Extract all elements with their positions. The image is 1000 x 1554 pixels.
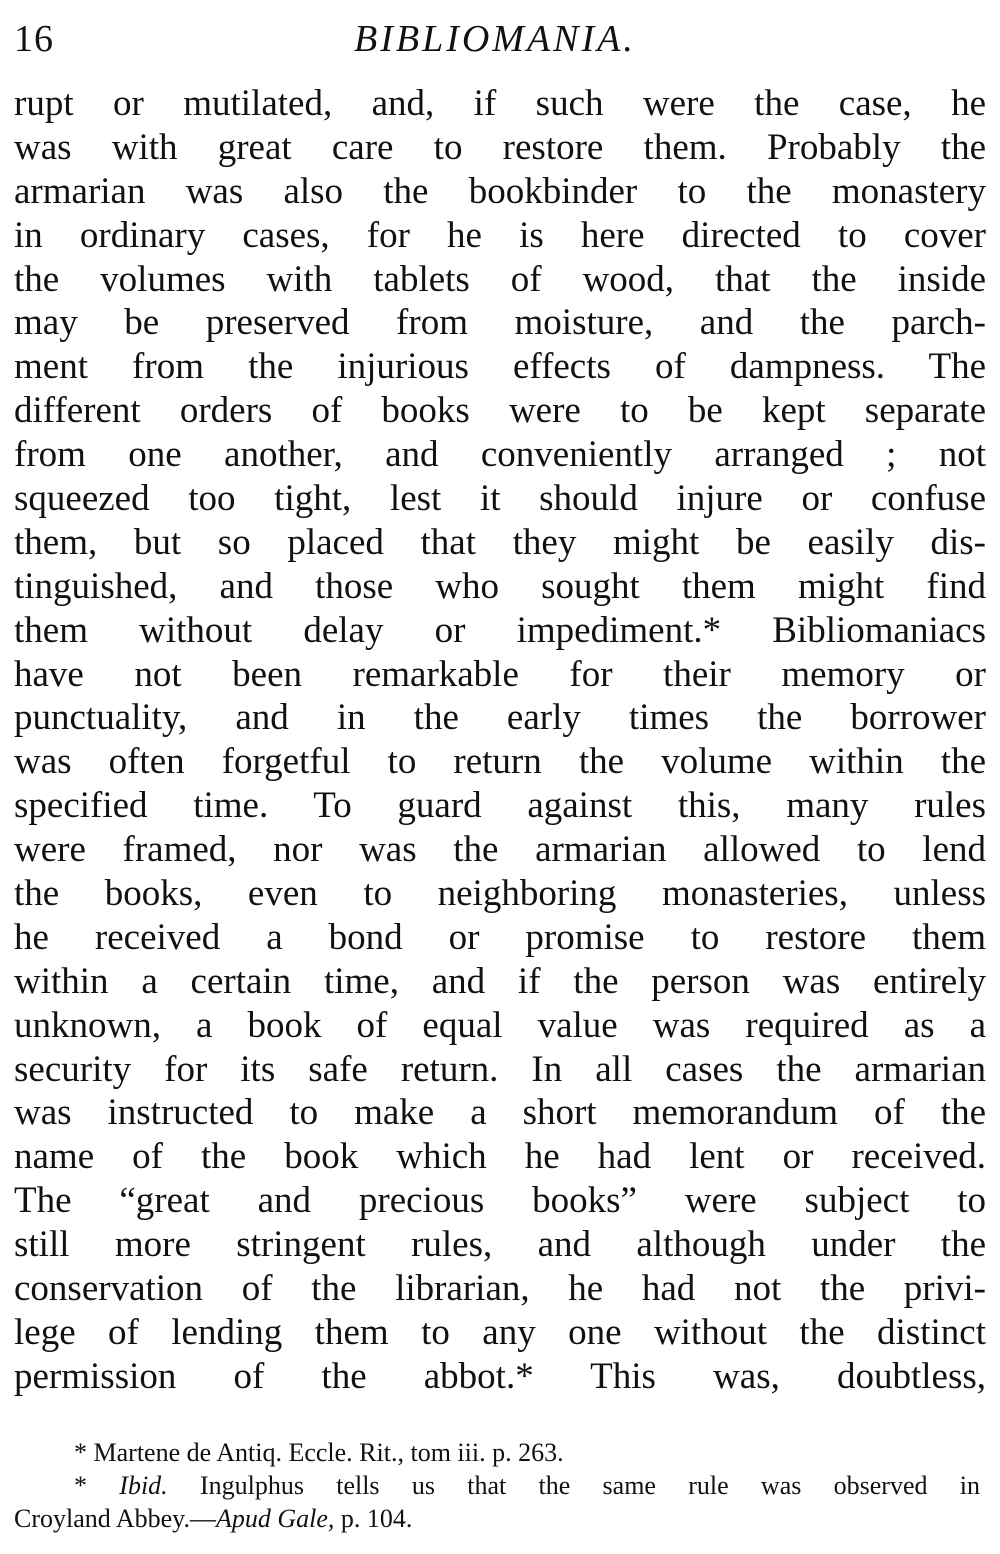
footnote-1: * Martene de Antiq. Eccle. Rit., tom iii. p. 263. <box>74 1438 564 1467</box>
text-line: unknown, a book of equal value was required as a <box>14 1004 986 1046</box>
text-line: squeezed too tight, lest it should injure or confuse <box>14 478 986 520</box>
text-line: were framed, nor was the armarian allowed to lend <box>14 829 986 871</box>
running-title: BIBLIOMANIA. <box>354 18 636 60</box>
text-line: he received a bond or promise to restore them <box>14 916 986 958</box>
text-line: was instructed to make a short memorandum of the <box>14 1092 986 1134</box>
text-line: different orders of books were to be kept separate <box>14 390 986 432</box>
footnote-mark: * <box>74 1471 120 1500</box>
text-line: may be preserved from moisture, and the parch- <box>14 302 986 344</box>
footnote-2-continued <box>14 1502 980 1535</box>
footnote-text: p. 104. <box>334 1504 413 1533</box>
text-line: specified time. To guard against this, many rules <box>14 785 986 827</box>
text-line: was with great care to restore them. Probably the <box>14 126 986 168</box>
text-line: from one another, and conveniently arranged ; not <box>14 434 986 476</box>
text-line: name of the book which he had lent or received. <box>14 1136 986 1178</box>
footnote-citation: Apud Gale, <box>215 1504 335 1533</box>
text-line: lege of lending them to any one without the distinct <box>14 1311 986 1353</box>
text-line: rupt or mutilated, and, if such were the case, he <box>14 83 986 124</box>
text-line: security for its safe return. In all cases the armarian <box>14 1048 986 1090</box>
text-line: armarian was also the bookbinder to the monastery <box>14 170 986 212</box>
text-line: punctuality, and in the early times the borrower <box>14 697 986 739</box>
body-text <box>14 82 986 1399</box>
text-line: was often forgetful to return the volume within the <box>14 741 986 783</box>
text-line: them without delay or impediment.* Bibliomaniacs <box>14 609 986 651</box>
text-line: still more stringent rules, and although under the <box>14 1224 986 1266</box>
footnote-ibid: Ibid. <box>119 1471 168 1500</box>
text-line: within a certain time, and if the person was entirely <box>14 960 986 1002</box>
text-line: the volumes with tablets of wood, that the inside <box>14 258 986 300</box>
text-line: tinguished, and those who sought them might find <box>14 565 986 607</box>
page-number: 16 <box>14 18 54 60</box>
text-line: the books, even to neighboring monasteries, unless <box>14 873 986 915</box>
text-line: in ordinary cases, for he is here directed to cover <box>14 214 986 256</box>
text-line: permission of the abbot.* This was, doubtless, <box>14 1355 986 1397</box>
text-line: The “great and precious books” were subject to <box>14 1180 986 1222</box>
footnotes <box>14 1436 980 1535</box>
text-line: them, but so placed that they might be easily dis- <box>14 521 986 563</box>
text-line: ment from the injurious effects of dampness. The <box>14 346 986 388</box>
footnote-text: Ingulphus tells us that the same rule was observed in <box>167 1471 980 1500</box>
footnote-2 <box>14 1469 980 1502</box>
text-line: conservation of the librarian, he had not the privi- <box>14 1268 986 1310</box>
running-head <box>14 14 986 64</box>
footnote-text: Croyland Abbey.— <box>14 1504 216 1533</box>
text-line: have not been remarkable for their memory or <box>14 653 986 695</box>
